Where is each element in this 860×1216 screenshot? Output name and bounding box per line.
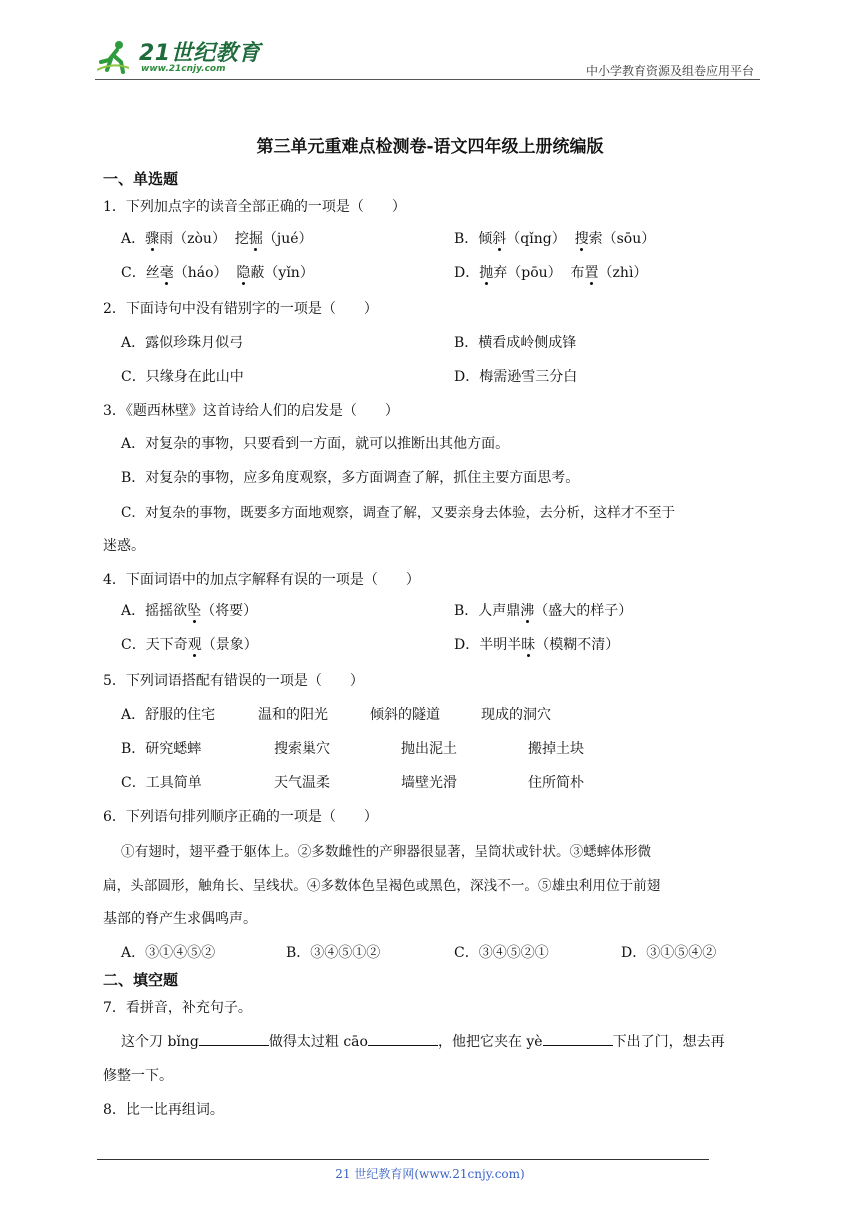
q5-option-c-1: C．工具简单 bbox=[121, 775, 202, 791]
q5-option-a-1: A．舒服的住宅 bbox=[121, 707, 216, 723]
page-header bbox=[95, 32, 760, 82]
q3-option-b: B．对复杂的事物，应多角度观察，多方面调查了解，抓住主要方面思考。 bbox=[121, 470, 580, 486]
q6-stem: 6．下列语句排列顺序正确的一项是（ ） bbox=[103, 809, 378, 825]
q6-passage-2: 扁，头部圆形，触角长、呈线状。④多数体色呈褐色或黑色，深浅不一。⑤雄虫利用位于前翅 bbox=[103, 878, 661, 894]
q7-blank-2[interactable] bbox=[368, 1033, 438, 1046]
q3-stem: 3．《题西林壁》这首诗给人们的启发是（ ） bbox=[103, 403, 399, 419]
q1-option-b: B．倾斜（qǐng） 搜索（sōu） bbox=[454, 231, 656, 247]
q7-stem: 7．看拼音，补充句子。 bbox=[103, 1000, 252, 1016]
q2-option-b: B．横看成岭侧成锋 bbox=[454, 335, 577, 351]
platform-name: 中小学教育资源及组卷应用平台 bbox=[585, 64, 754, 78]
q1-option-d: D．抛弃（pōu） 布置（zhì） bbox=[454, 265, 648, 281]
q4-option-b: B．人声鼎沸（盛大的样子） bbox=[454, 603, 633, 619]
q1-option-a: A．骤雨（zòu） 挖掘（jué） bbox=[121, 231, 313, 247]
q4-option-a: A．摇摇欲坠（将要） bbox=[121, 603, 258, 619]
logo-url: www.21cnjy.com bbox=[141, 64, 226, 74]
q6-option-d: D．③①⑤④② bbox=[621, 945, 717, 961]
q2-option-a: A．露似珍珠月似弓 bbox=[121, 335, 244, 351]
q5-option-a-3: 倾斜的隧道 bbox=[370, 707, 440, 723]
q7-part-4: 下出了门，想去再 bbox=[612, 1034, 725, 1050]
q6-passage-1: ①有翅时，翅平叠于躯体上。②多数雌性的产卵器很显著，呈筒状或针状。③蟋蟀体形微 bbox=[121, 844, 652, 860]
q3-option-a: A．对复杂的事物，只要看到一方面，就可以推断出其他方面。 bbox=[121, 436, 510, 452]
q5-option-c-4: 住所简朴 bbox=[528, 775, 584, 791]
footer-divider bbox=[97, 1159, 709, 1160]
q5-stem: 5．下列词语搭配有错误的一项是（ ） bbox=[103, 673, 364, 689]
q5-option-b-1: B．研究蟋蟀 bbox=[121, 741, 202, 757]
section-fill-blank: 二、填空题 bbox=[103, 971, 179, 989]
q4-option-c: C．天下奇观（景象） bbox=[121, 637, 258, 653]
q7-part-1: 这个刀 bǐng bbox=[121, 1034, 199, 1050]
q3-option-c: C．对复杂的事物，既要多方面地观察，调查了解，又要亲身去体验，去分析，这样才不至于 bbox=[121, 505, 676, 521]
q7-part-2: 做得太过粗 cāo bbox=[268, 1034, 368, 1050]
q5-option-c-2: 天气温柔 bbox=[274, 775, 330, 791]
section-single-choice: 一、单选题 bbox=[103, 170, 179, 188]
header-divider bbox=[95, 79, 760, 80]
q5-option-b-3: 抛出泥土 bbox=[401, 741, 457, 757]
q3-option-c-cont: 迷惑。 bbox=[103, 538, 145, 554]
logo-text: 21世纪教育 bbox=[139, 41, 261, 66]
q7-sentence-cont: 修整一下。 bbox=[103, 1068, 173, 1084]
q5-option-c-3: 墙壁光滑 bbox=[401, 775, 457, 791]
q6-option-c: C．③④⑤②① bbox=[454, 945, 549, 961]
q7-part-3: ，他把它夹在 yè bbox=[437, 1034, 543, 1050]
q5-option-a-4: 现成的洞穴 bbox=[481, 707, 551, 723]
q2-stem: 2．下面诗句中没有错别字的一项是（ ） bbox=[103, 301, 378, 317]
q8-stem: 8．比一比再组词。 bbox=[103, 1102, 224, 1118]
footer-link[interactable]: 21 世纪教育网(www.21cnjy.com) bbox=[335, 1167, 525, 1181]
page-title: 第三单元重难点检测卷-语文四年级上册统编版 bbox=[256, 137, 604, 157]
q1-option-c: C．丝毫（háo） 隐蔽（yǐn） bbox=[121, 265, 314, 281]
logo bbox=[95, 34, 265, 78]
q5-option-a-2: 温和的阳光 bbox=[258, 707, 328, 723]
q2-option-d: D．梅需逊雪三分白 bbox=[454, 369, 578, 385]
q4-option-d: D．半明半昧（模糊不清） bbox=[454, 637, 620, 653]
q6-option-a: A．③①④⑤② bbox=[121, 945, 216, 961]
q5-option-b-4: 搬掉土块 bbox=[528, 741, 584, 757]
runner-logo-icon bbox=[97, 40, 129, 74]
q7-sentence bbox=[121, 1031, 725, 1051]
q6-passage-3: 基部的脊产生求偶鸣声。 bbox=[103, 911, 257, 927]
q4-stem: 4．下面词语中的加点字解释有误的一项是（ ） bbox=[103, 572, 420, 588]
q7-blank-1[interactable] bbox=[199, 1033, 269, 1046]
q7-blank-3[interactable] bbox=[543, 1033, 613, 1046]
q2-option-c: C．只缘身在此山中 bbox=[121, 369, 244, 385]
q1-stem: 1．下列加点字的读音全部正确的一项是（ ） bbox=[103, 199, 406, 215]
q5-option-b-2: 搜索巢穴 bbox=[274, 741, 330, 757]
q6-option-b: B．③④⑤①② bbox=[286, 945, 381, 961]
